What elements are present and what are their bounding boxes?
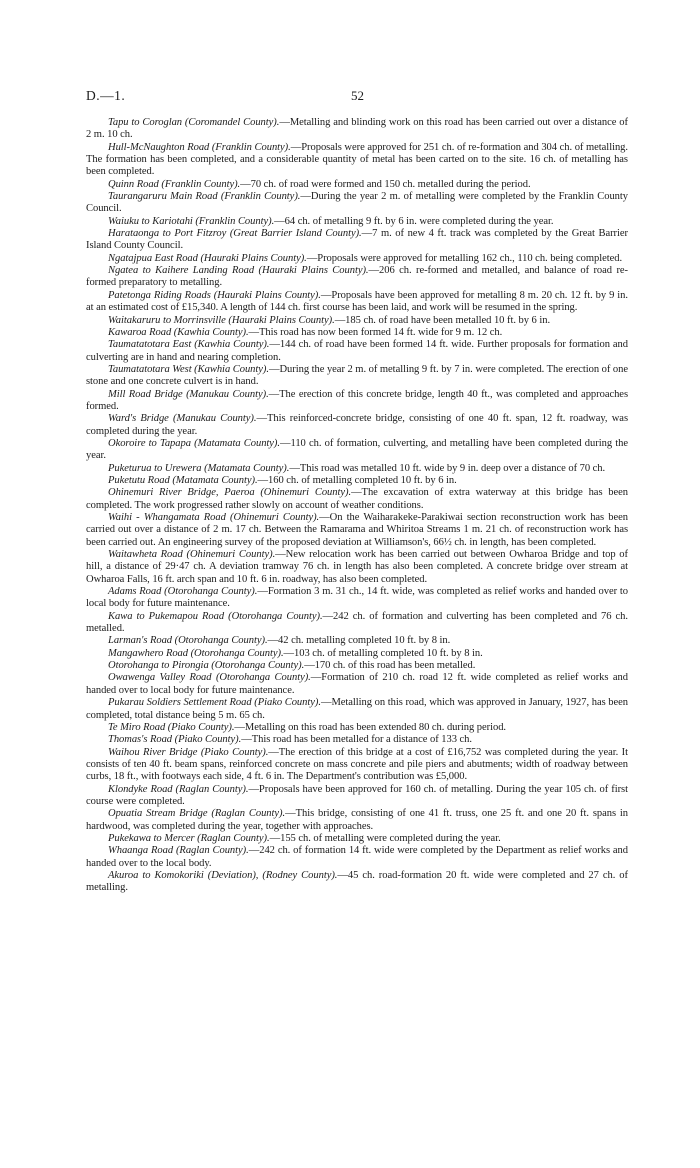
paragraph <box>86 216 628 228</box>
paragraph-text: —Formation 3 m. 31 ch., 14 ft. wide, was completed as relief works and handed over to local body for future maintenance. <box>86 586 629 610</box>
paragraph <box>86 586 628 611</box>
paragraph <box>86 179 628 191</box>
paragraph <box>86 413 628 438</box>
paragraph <box>86 734 628 746</box>
paragraph <box>86 549 628 586</box>
paragraph-text: —45 ch. road-formation 20 ft. wide were completed and 27 ch. of metalling. <box>86 869 628 894</box>
paragraph-heading: Taurangaruru Main Road (Franklin County). <box>108 191 301 203</box>
paragraph <box>86 808 628 833</box>
paragraph-heading: Taumatatotara East (Kawhia County). <box>108 339 270 351</box>
paragraph <box>86 487 628 512</box>
paragraph-text: —The excavation of extra waterway at this bridge has been completed. The work progressed rather slowly on account of weather conditions. <box>86 487 628 511</box>
paragraph-heading: Taumatatotara West (Kawhia County). <box>108 363 269 375</box>
paragraph <box>86 315 628 327</box>
paragraph-text: —Proposals have been approved for metalling 8 m. 20 ch. 12 ft. by 9 in. at an estimated cost of £15,340. A length of 144 ch. first course has been laid, and work will be resumed in the spring. <box>86 289 628 314</box>
paragraph <box>86 833 628 845</box>
paragraph <box>86 290 628 315</box>
paragraph-text: —185 ch. of road have been metalled 10 ft. by 6 in. <box>334 314 551 326</box>
paragraph-text: —New relocation work has been carried out between Owharoa Bridge and top of hill, a distance of 29·47 ch. A deviation tramway 76 ch. in length has also been completed. A concrete bridge over stream at Owharoa Falls, 16 ft. arch span and 10 ft. 6 in. roadway, has also been completed. <box>86 549 628 585</box>
paragraph-text: —7 m. of new 4 ft. track was completed by the Great Barrier Island County Council. <box>86 228 628 252</box>
paragraph <box>86 191 628 216</box>
paragraph-heading: Quinn Road (Franklin County). <box>108 178 241 190</box>
paragraph-text: —170 ch. of this road has been metalled. <box>304 660 476 672</box>
paragraph <box>86 339 628 364</box>
paragraph <box>86 635 628 647</box>
paragraph-text: —Proposals were approved for metalling 162 ch., 110 ch. being completed. <box>306 252 623 264</box>
paragraph-text: —The erection of this bridge at a cost of £16,752 was completed during the year. It consists of ten 40 ft. beam spans, reinforced concrete on mass concrete and pile piers and abutments; width of roadway between curbs, 18 ft., with footways each side, 4 ft. 6 in. The Department's contribution was £5,000. <box>86 746 628 783</box>
paragraph <box>86 697 628 722</box>
paragraph <box>86 648 628 660</box>
paragraph-text: —242 ch. of formation 14 ft. wide were completed by the Department as relief works and handed over to the local body. <box>86 845 629 869</box>
paragraph <box>86 463 628 475</box>
paragraph-text: —Metalling and blinding work on this road has been carried out over a distance of 2 m. 10 ch. <box>86 117 628 141</box>
paragraph-text: —This road has now been formed 14 ft. wide for 9 m. 12 ch. <box>248 326 503 338</box>
paragraph <box>86 389 628 414</box>
paragraph-heading: Puketutu Road (Matamata County). <box>108 474 258 486</box>
paragraph-heading: Hull-McNaughton Road (Franklin County). <box>108 141 291 153</box>
paragraph <box>86 845 628 870</box>
paragraph <box>86 117 628 142</box>
paragraph <box>86 870 628 895</box>
paragraph-heading: Tapu to Coroglan (Coromandel County). <box>108 117 280 128</box>
paragraph <box>86 253 628 265</box>
paragraph <box>86 747 628 784</box>
paragraph <box>86 475 628 487</box>
paragraph-heading: Patetonga Riding Roads (Hauraki Plains County). <box>108 289 321 301</box>
paragraph-text: —Proposals were approved for 251 ch. of re-formation and 304 ch. of metalling. The formation has been completed, and a considerable quantity of metal has been carted on to the site. 16 ch. of metalling has been completed. <box>86 141 628 178</box>
paragraph-text: —Proposals have been approved for 160 ch. of metalling. During the year 105 ch. of first course were completed. <box>86 783 628 807</box>
paragraph-text: —Metalling on this road, which was approved in January, 1927, has been completed, total distance being 5 m. 65 ch. <box>86 697 628 721</box>
paragraph <box>86 672 628 697</box>
paragraph <box>86 660 628 672</box>
paragraph <box>86 364 628 389</box>
paragraph-text: —206 ch. re-formed and metalled, and balance of road re-formed preparatory to metalling. <box>86 265 628 289</box>
paragraph-text: —64 ch. of metalling 9 ft. by 6 in. were completed during the year. <box>274 215 554 227</box>
paragraph-heading: Waitakaruru to Morrinsville (Hauraki Plains County). <box>108 314 335 326</box>
paragraph <box>86 228 628 253</box>
paragraph-heading: Akuroa to Komokoriki (Deviation), (Rodney County). <box>108 869 338 881</box>
paragraph-text: —This bridge, consisting of one 41 ft. truss, one 25 ft. and one 20 ft. spans in hardwood, was completed during the year, together with approaches. <box>86 808 628 832</box>
paragraph-heading: Waihi - Whangamata Road (Ohinemuri County). <box>108 512 320 523</box>
paragraph-text: —This reinforced-concrete bridge, consisting of one 40 ft. span, 12 ft. roadway, was completed during the year. <box>86 413 628 437</box>
paragraph-heading: Ngatea to Kaihere Landing Road (Hauraki Plains County). <box>108 265 369 277</box>
paragraph-heading: Ngatajpua East Road (Hauraki Plains County). <box>108 252 307 264</box>
paragraph-text: —On the Waiharakeke-Parakiwai section reconstruction work has been carried out over a distance of 2 m. 17 ch. Between the Ramarama and Whiritoa Streams 1 m. 21 ch. of reconstruction work has been carried out. An engineering survey of the proposed deviation at Williamson's, 66½ ch. in length, has been completed. <box>86 512 629 548</box>
paragraph-heading: Waihou River Bridge (Piako County). <box>108 746 269 758</box>
paragraph-text: —70 ch. of road were formed and 150 ch. metalled during the period. <box>240 178 531 190</box>
paragraph-heading: Mill Road Bridge (Manukau County). <box>108 388 269 400</box>
paragraph-heading: Okoroire to Tapapa (Matamata County). <box>108 437 280 449</box>
paragraph-heading: Kawaroa Road (Kawhia County). <box>108 326 249 338</box>
paragraph-text: —42 ch. metalling completed 10 ft. by 8 in. <box>267 635 451 647</box>
page-header <box>86 88 620 106</box>
paragraph-text: —144 ch. of road have been formed 14 ft. wide. Further proposals for formation and culverting are in hand and nearing completion. <box>86 339 628 363</box>
paragraph <box>86 784 628 809</box>
paragraph-text: —103 ch. of metalling completed 10 ft. by 8 in. <box>283 647 483 659</box>
paragraph-heading: Puketurua to Urewera (Matamata County). <box>108 462 290 474</box>
paragraph-text: —This road was metalled 10 ft. wide by 9 in. deep over a distance of 70 ch. <box>289 462 606 474</box>
paragraph-heading: Opuatia Stream Bridge (Raglan County). <box>108 808 286 820</box>
paragraph-heading: Pukekawa to Mercer (Raglan County). <box>108 832 270 844</box>
document-reference: D.—1. <box>86 88 126 103</box>
paragraph-heading: Waitawheta Road (Ohinemuri County). <box>108 549 276 561</box>
paragraph-heading: Te Miro Road (Piako County). <box>108 721 235 733</box>
paragraph <box>86 722 628 734</box>
page-number: 52 <box>351 88 364 103</box>
paragraph-heading: Klondyke Road (Raglan County). <box>108 783 249 795</box>
paragraph-text: —This road has been metalled for a distance of 133 ch. <box>241 734 472 746</box>
paragraph-text: —110 ch. of formation, culverting, and metalling have been completed during the year. <box>86 437 628 462</box>
paragraph-heading: Pukarau Soldiers Settlement Road (Piako County). <box>108 697 321 709</box>
paragraph-heading: Mangawhero Road (Otorohanga County). <box>108 647 284 659</box>
paragraph-heading: Whaanga Road (Raglan County). <box>108 845 249 857</box>
paragraph-text: —160 ch. of metalling completed 10 ft. by 6 in. <box>257 474 457 486</box>
paragraph-heading: Kawa to Pukemapou Road (Otorohanga County). <box>108 610 323 622</box>
paragraph-heading: Adams Road (Otorohanga County). <box>108 586 258 598</box>
paragraph <box>86 327 628 339</box>
paragraph-heading: Waiuku to Kariotahi (Franklin County). <box>108 215 275 227</box>
paragraph-text: —242 ch. of formation and culverting has been completed and 76 ch. metalled. <box>86 610 628 635</box>
paragraph-heading: Owawenga Valley Road (Otorohanga County). <box>108 672 311 684</box>
paragraph-text: —During the year 2 m. of metalling 9 ft. by 7 in. were completed. The erection of one stone and one concrete culvert is in hand. <box>86 363 628 388</box>
paragraph <box>86 438 628 463</box>
paragraph <box>86 611 628 636</box>
paragraph-text: —During the year 2 m. of metalling were completed by the Franklin County Council. <box>86 191 628 215</box>
paragraph-text: —155 ch. of metalling were completed during the year. <box>269 832 501 844</box>
paragraph-heading: Otorohanga to Pirongia (Otorohanga County). <box>108 660 305 672</box>
paragraph-text: —Metalling on this road has been extended 80 ch. during period. <box>234 721 507 733</box>
paragraph-heading: Ward's Bridge (Manukau County). <box>108 413 257 425</box>
paragraph-heading: Thomas's Road (Piako County). <box>108 734 242 746</box>
page-body <box>86 117 628 895</box>
paragraph-text: —The erection of this concrete bridge, length 40 ft., was completed and approaches formed. <box>86 388 628 412</box>
paragraph <box>86 142 628 179</box>
paragraph-heading: Larman's Road (Otorohanga County). <box>108 635 268 647</box>
paragraph-text: —Formation of 210 ch. road 12 ft. wide completed as relief works and handed over to local body for future maintenance. <box>86 672 628 696</box>
paragraph <box>86 265 628 290</box>
paragraph-heading: Harataonga to Port Fitzroy (Great Barrier Island County). <box>108 228 362 240</box>
paragraph <box>86 512 628 549</box>
paragraph-heading: Ohinemuri River Bridge, Paeroa (Ohinemuri County). <box>108 487 352 499</box>
